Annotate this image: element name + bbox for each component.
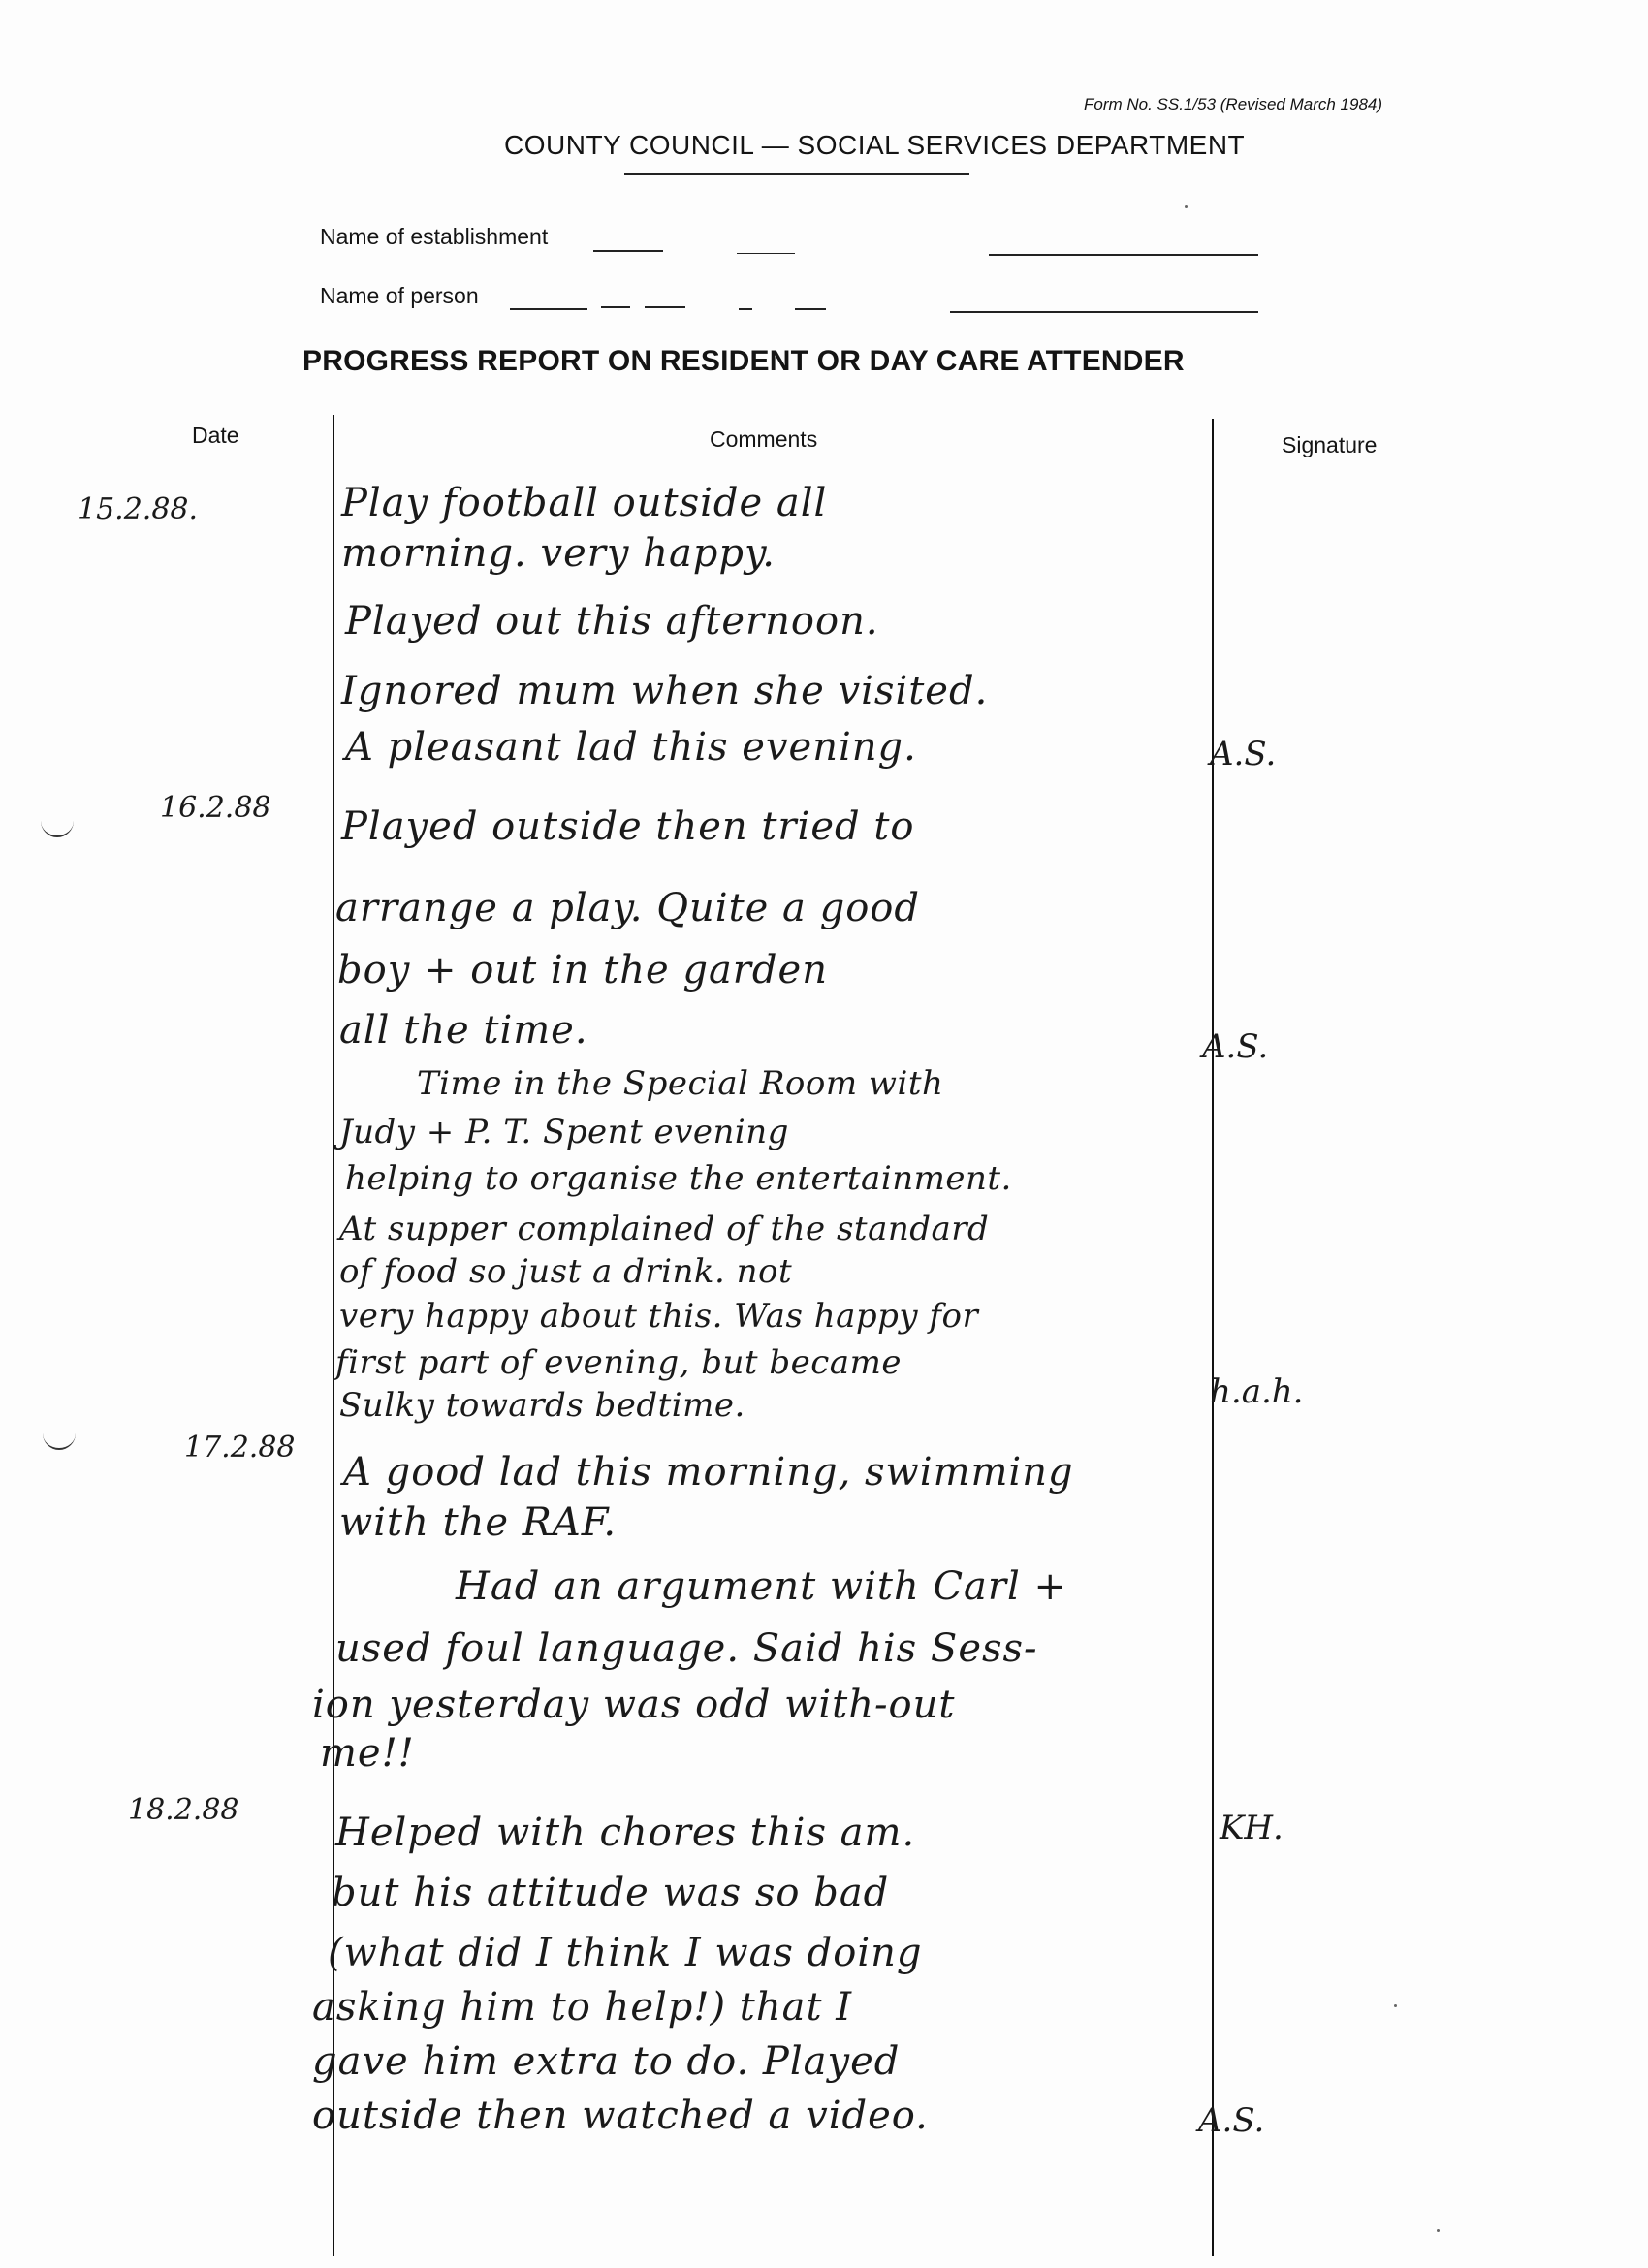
person-line-2 (601, 306, 630, 308)
entry-line: arrange a play. Quite a good (335, 886, 920, 930)
entry-line: outside then watched a video. (312, 2094, 929, 2138)
entry-line: used foul language. Said his Sess- (335, 1626, 1038, 1671)
entry-line: morning. very happy. (341, 531, 776, 576)
entry-line: Played out this afternoon. (345, 599, 879, 644)
person-label: Name of person (320, 283, 479, 308)
person-line-3 (645, 306, 685, 308)
entry-line: Helped with chores this am. (335, 1811, 916, 1855)
punch-hole-mark (43, 1427, 76, 1450)
signature-column-rule (1212, 419, 1214, 2256)
entry-line: A pleasant lad this evening. (345, 725, 917, 770)
establishment-line-2 (737, 253, 795, 254)
report-title: PROGRESS REPORT ON RESIDENT OR DAY CARE ATTENDER (302, 345, 1185, 377)
entry-line: Sulky towards bedtime. (339, 1386, 745, 1425)
entry-line: all the time. (339, 1008, 588, 1053)
entry-date: 16.2.88 (160, 791, 271, 825)
entry-line: (what did I think I was doing (328, 1931, 923, 1975)
scan-speck (1394, 2004, 1397, 2007)
scan-speck (1437, 2229, 1440, 2232)
establishment-label: Name of establishment (320, 224, 549, 249)
entry-line: Played outside then tried to (341, 804, 915, 849)
date-column-rule (333, 415, 334, 2256)
entry-line: of food so just a drink. not (339, 1252, 793, 1291)
entry-line: ion yesterday was odd with-out (312, 1683, 956, 1727)
council-heading: COUNTY COUNCIL — SOCIAL SERVICES DEPARTMENT (504, 130, 1246, 160)
entry-line: Time in the Special Room with (417, 1064, 944, 1103)
entry-line: helping to organise the entertainment. (345, 1159, 1012, 1198)
entry-date: 17.2.88 (184, 1431, 296, 1465)
punch-hole-mark (41, 814, 74, 837)
entry-line: me!! (320, 1731, 415, 1776)
signature-column-heading: Signature (1282, 432, 1378, 457)
entry-signature: A.S. (1210, 735, 1277, 773)
person-line-6 (950, 311, 1258, 313)
entry-signature: A.S. (1198, 2101, 1265, 2140)
person-line-5 (795, 308, 826, 310)
form-number: Form No. SS.1/53 (Revised March 1984) (1084, 95, 1383, 113)
date-column-heading: Date (192, 423, 239, 448)
entry-line: Ignored mum when she visited. (341, 669, 989, 713)
entry-line: A good lad this morning, swimming (343, 1450, 1074, 1495)
establishment-line-1 (593, 250, 663, 252)
entry-line: Judy + P. T. Spent evening (339, 1113, 789, 1151)
entry-line: boy + out in the garden (337, 948, 828, 992)
entry-line: asking him to help!) that I (312, 1985, 853, 2030)
entry-line: with the RAF. (339, 1500, 618, 1545)
entry-signature: A.S. (1202, 1027, 1269, 1066)
entry-line: gave him extra to do. Played (312, 2039, 901, 2084)
comments-column-heading: Comments (710, 426, 818, 452)
entry-line: At supper complained of the standard (339, 1210, 990, 1248)
entry-date: 18.2.88 (128, 1793, 239, 1827)
establishment-line-3 (989, 254, 1258, 256)
entry-line: very happy about this. Was happy for (339, 1297, 979, 1336)
entry-signature-kh: KH. (1220, 1809, 1284, 1847)
scan-speck (1185, 205, 1188, 208)
entry-line: Had an argument with Carl + (456, 1564, 1068, 1609)
entry-line: but his attitude was so bad (332, 1871, 890, 1915)
entry-date: 15.2.88. (78, 492, 199, 526)
person-line-4 (739, 308, 752, 310)
entry-signature: h.a.h. (1210, 1372, 1304, 1411)
entry-line: Play football outside all (341, 481, 828, 525)
entry-line: first part of evening, but became (335, 1343, 902, 1382)
person-line-1 (510, 308, 587, 310)
heading-underline (624, 173, 969, 175)
